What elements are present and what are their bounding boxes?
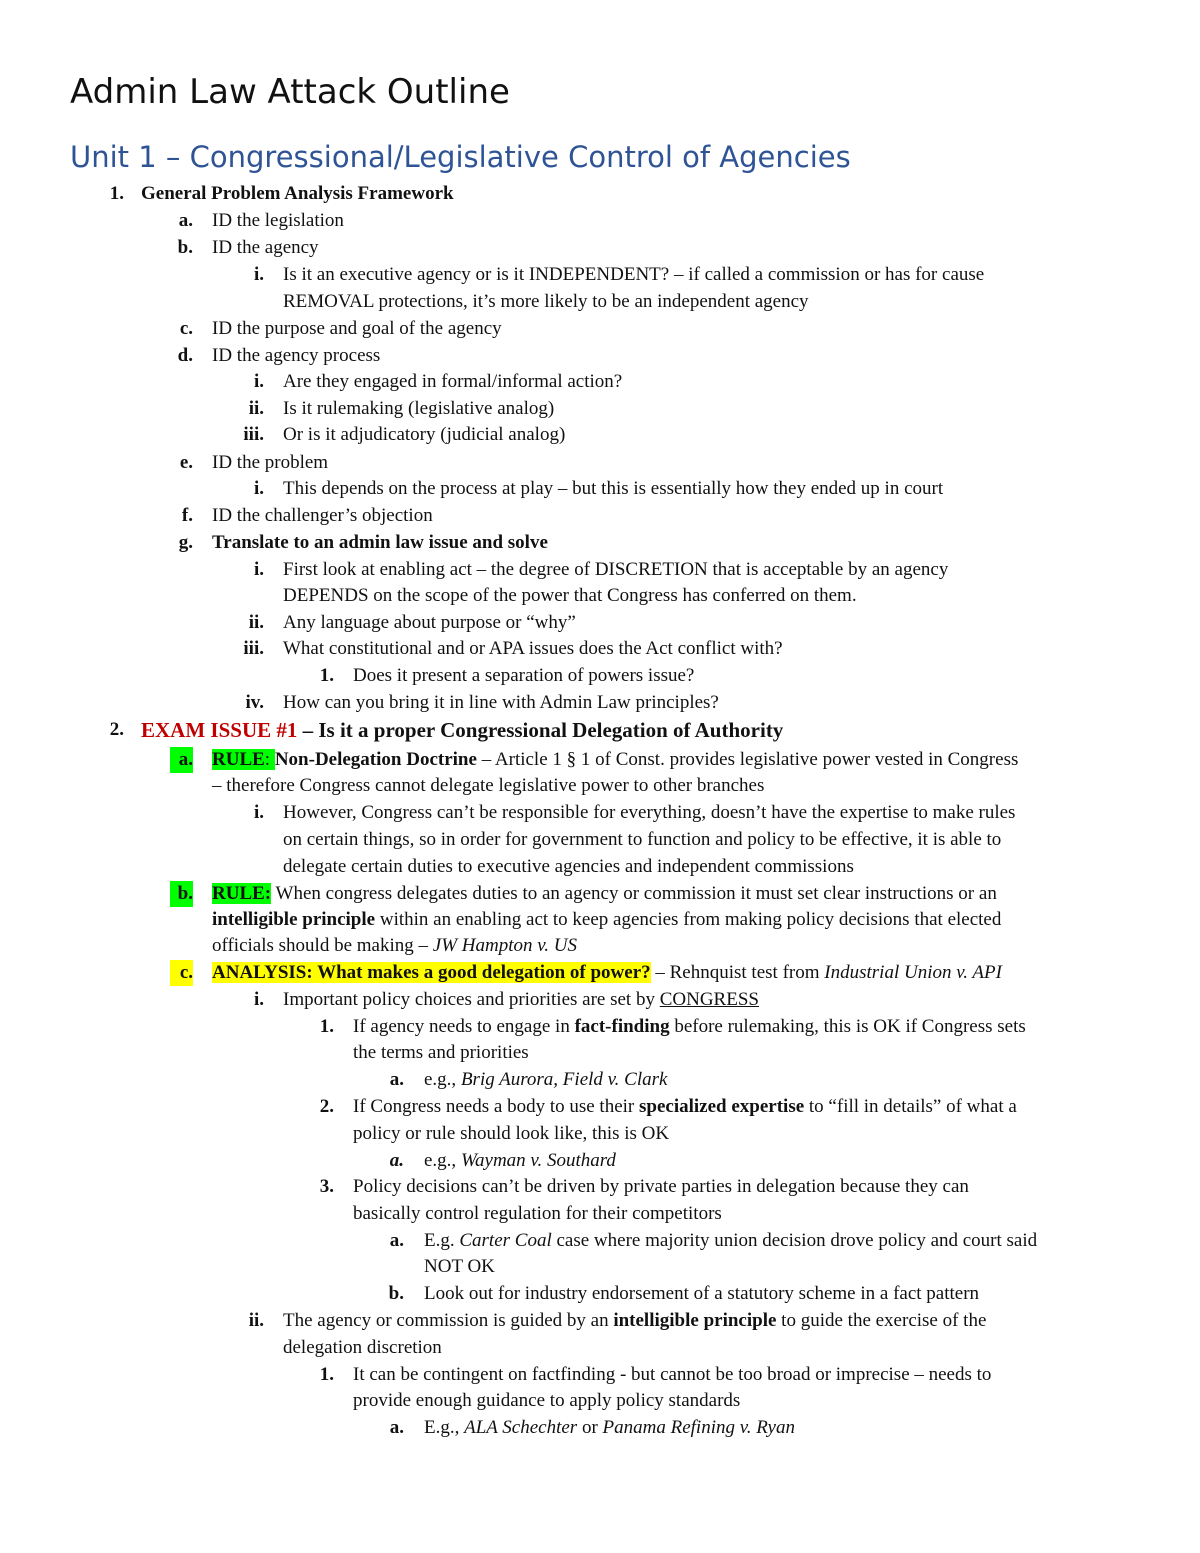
case-citation: Industrial Union v. API <box>824 962 1002 983</box>
exam-issue-label: EXAM ISSUE #1 <box>141 718 298 742</box>
rule-label: RULE: <box>212 883 272 904</box>
case-citation: Wayman v. Southard <box>460 1150 616 1171</box>
case-citation: Brig Aurora, Field v. Clark <box>460 1069 668 1090</box>
document-page: Admin Law Attack Outline Unit 1 – Congressional/Legislative Control of Agencies 1. General Problem Analysis Framework a. ID the legislation b. ID the agency i. Is it an executive agency or is it INDEPENDENT? – if called a commission or has for cause REMOVAL protections, it’s more likely to be an independent agency c. ID the purpose and goal of the agency d. ID the agency process i. Are they engaged in formal/informal action? ii. Is it rulemaking (legislative analog) iii. Or is it adjudicatory (judicial analog) e. ID the problem i. This depends on the process at play – but this is essentially how they ended up in court f. ID the challenger’s objection g. Translate to an admin law issue and solve i. First look at enabling act – the degree of DISCRETION that is acceptable by an agency DEPENDS on the scope of the power that Congress has conferred on them. ii. Any language about purpose or “why” iii. What constitutional and or APA issues does the Act conflict with? 1. Does it present a separation of powers issue? iv. How can you bring it in line with Admin Law principles? 2. EXAM ISSUE #1 – Is it a proper Congressional Delegation of Authority a. RULE: Non-Delegation Doctrine – Article 1 § 1 of Const. provides legislative power vested in Congress – therefore Congress cannot delegate legislative power to other branches i. However, Congress can’t be responsible for everything, doesn’t have the expertise to make rules on certain things, so in order for government to function and policy to be effective, it is able to delegate certain duties to executive agencies and independent commissions b. RULE: When congress delegates duties to an agency or commission it must set clear instructions or an intelligible principle within an enabling act to keep agencies from making policy decisions that elected officials should be making – JW Hampton v. US c. ANALYSIS: What makes a good delegation of power? – Rehnquist test from Industrial Union v. API i. Important policy choices and priorities are set by CONGRESS 1. If agency needs to engage in fact-finding before rulemaking, this is OK if Congress sets the terms and priorities a. e.g., Brig Aurora, Field v. Clark 2. If Congress needs a body to use their specialized expertise to “fill in details” of what a policy or rule should look like, this is OK a. e.g., Wayman v. Southard 3. Policy decisions can’t be driven by private parties in delegation because they can basically control regulation for their competitors a. E.g. Carter Coal case where majority union decision drove policy and court said NOT OK b. Look out for industry endorsement of a statutory scheme in a fact pattern ii. The agency or commission is guided by an intelligible principle to guide the exercise of the delegation discretion 1. It can be contingent on factfinding - but cannot be too broad or imprecise – needs to provide enough guidance to apply policy standards a. E.g., ALA Schechter or Panama Refining v. Ryan <box>0 0 1200 1553</box>
unit-heading: Unit 1 – Congressional/Legislative Control of Agencies <box>70 140 851 174</box>
case-citation: Panama Refining v. Ryan <box>602 1417 795 1438</box>
document-title: Admin Law Attack Outline <box>70 72 510 112</box>
case-citation: Carter Coal <box>459 1230 552 1251</box>
analysis-label: ANALYSIS: What makes a good delegation of power? <box>212 962 651 983</box>
case-citation: JW Hampton v. US <box>432 935 577 956</box>
case-citation: ALA Schechter <box>464 1417 578 1438</box>
rule-label: RULE <box>212 749 265 770</box>
